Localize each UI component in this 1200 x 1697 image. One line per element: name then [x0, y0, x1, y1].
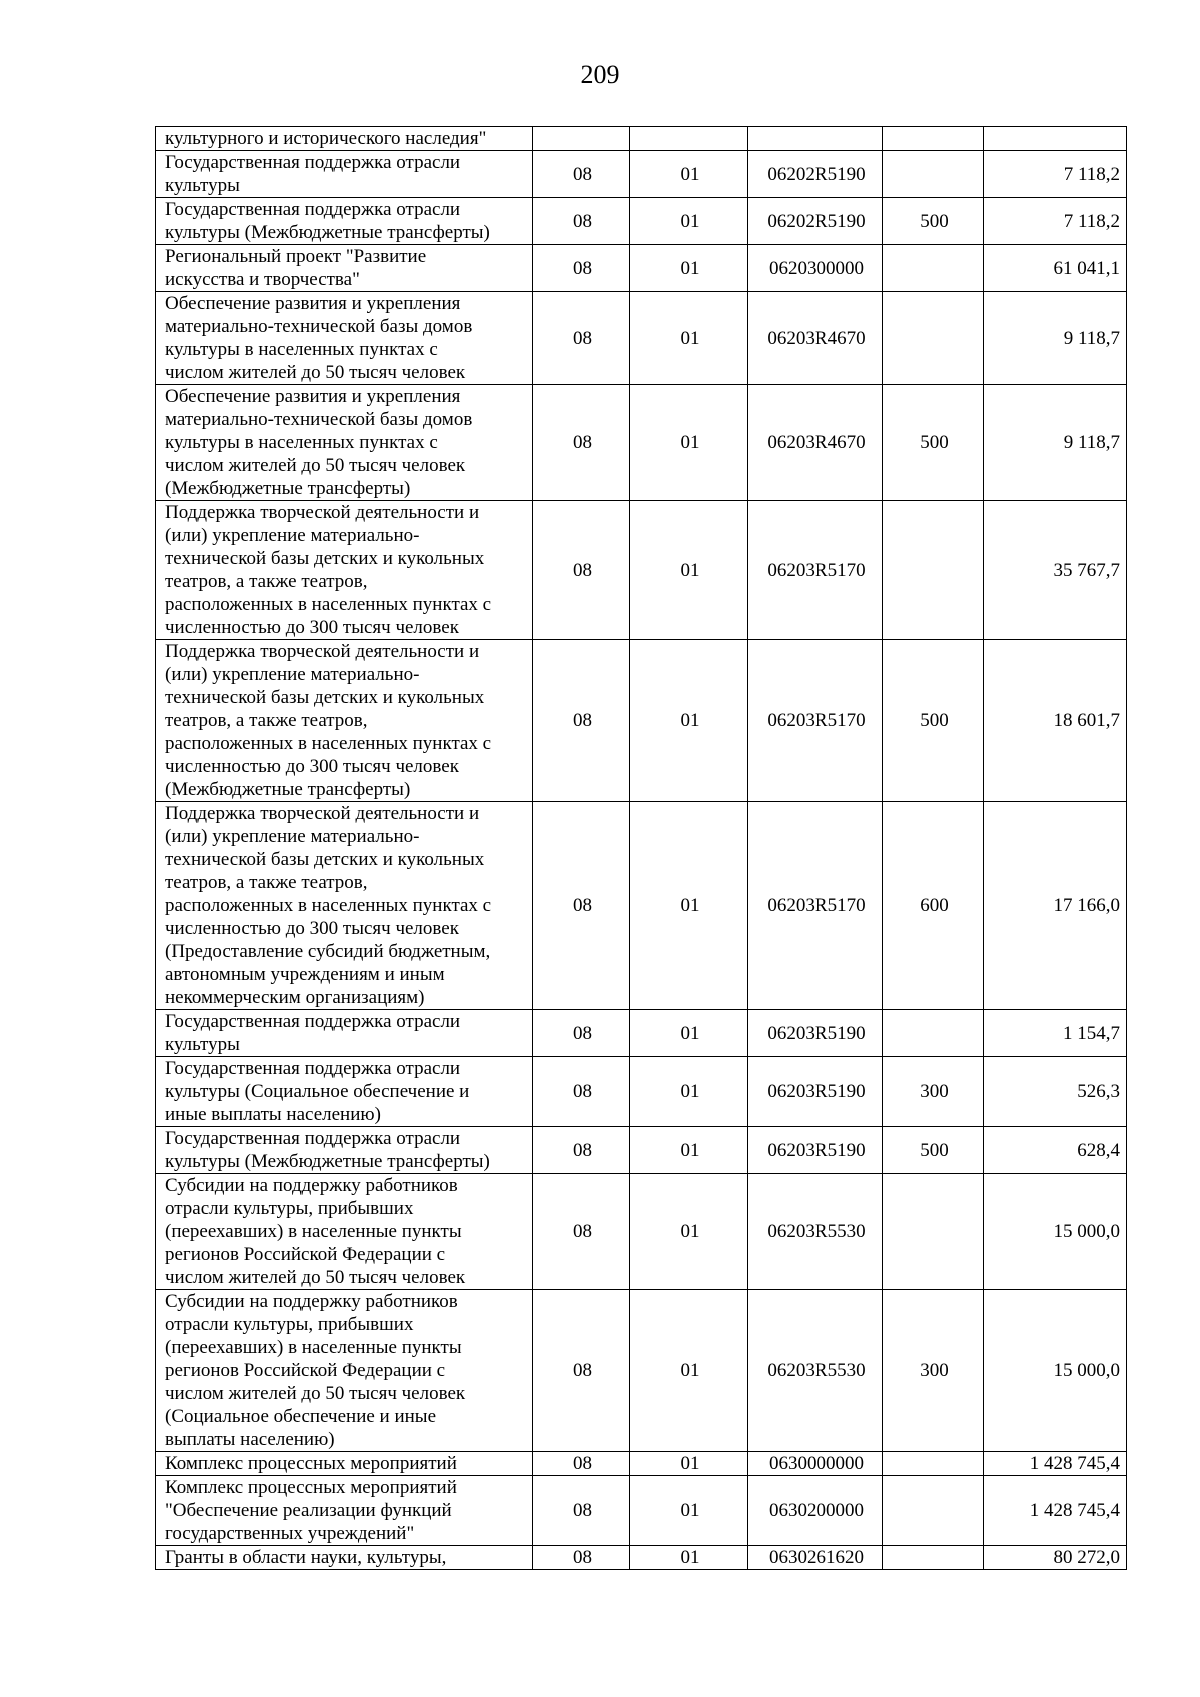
cell-amount: 9 118,7: [984, 385, 1127, 501]
cell-name: Поддержка творческой деятельности и (или) укрепление материально- технической базы детских и кукольных театров, а также театров, расположенных в населенных пунктах с численностью до 300 тысяч человек: [156, 501, 533, 640]
table-row: [156, 640, 1127, 802]
table-row: [156, 1057, 1127, 1127]
cell-target-article: 06203R4670: [748, 385, 883, 501]
cell-target-article: 0630261620: [748, 1546, 883, 1570]
cell-expense-type: [883, 1010, 984, 1057]
cell-name: Субсидии на поддержку работников отрасли культуры, прибывших (переехавших) в населенные пункты регионов Российской Федерации с числом жителей до 50 тысяч человек: [156, 1174, 533, 1290]
table-row: [156, 1476, 1127, 1546]
cell-subsection: 01: [630, 501, 748, 640]
cell-amount: 15 000,0: [984, 1174, 1127, 1290]
cell-name: Комплекс процессных мероприятий "Обеспечение реализации функций государственных учреждений": [156, 1476, 533, 1546]
table-row: [156, 127, 1127, 151]
cell-name: культурного и исторического наследия": [156, 127, 533, 151]
cell-target-article: 06203R5530: [748, 1174, 883, 1290]
cell-section: 08: [533, 501, 630, 640]
cell-expense-type: [883, 151, 984, 198]
cell-name: Поддержка творческой деятельности и (или) укрепление материально- технической базы детских и кукольных театров, а также театров, расположенных в населенных пунктах с численностью до 300 тысяч человек (Предоставление субсидий бюджетным, автономным учреждениям и иным некоммерческим организациям): [156, 802, 533, 1010]
cell-subsection: 01: [630, 1452, 748, 1476]
table-row: [156, 1452, 1127, 1476]
table-row: [156, 802, 1127, 1010]
cell-name: Обеспечение развития и укрепления материально-технической базы домов культуры в населенных пунктах с числом жителей до 50 тысяч человек: [156, 292, 533, 385]
table-row: [156, 1546, 1127, 1570]
cell-target-article: 06203R5530: [748, 1290, 883, 1452]
table-row: [156, 501, 1127, 640]
cell-subsection: 01: [630, 1057, 748, 1127]
cell-subsection: 01: [630, 385, 748, 501]
cell-amount: 7 118,2: [984, 151, 1127, 198]
cell-name: Государственная поддержка отрасли культуры (Межбюджетные трансферты): [156, 198, 533, 245]
cell-section: 08: [533, 292, 630, 385]
cell-amount: 1 428 745,4: [984, 1476, 1127, 1546]
table-row: [156, 198, 1127, 245]
cell-section: 08: [533, 1057, 630, 1127]
cell-name: Субсидии на поддержку работников отрасли культуры, прибывших (переехавших) в населенные пункты регионов Российской Федерации с числом жителей до 50 тысяч человек (Социальное обеспечение и иные выплаты населению): [156, 1290, 533, 1452]
cell-expense-type: 500: [883, 385, 984, 501]
table-row: [156, 1174, 1127, 1290]
cell-subsection: 01: [630, 198, 748, 245]
cell-subsection: 01: [630, 1476, 748, 1546]
cell-expense-type: 300: [883, 1290, 984, 1452]
cell-target-article: 06203R5170: [748, 501, 883, 640]
cell-target-article: 06203R5190: [748, 1127, 883, 1174]
cell-name: Обеспечение развития и укрепления материально-технической базы домов культуры в населенных пунктах с числом жителей до 50 тысяч человек (Межбюджетные трансферты): [156, 385, 533, 501]
cell-section: [533, 127, 630, 151]
cell-expense-type: 300: [883, 1057, 984, 1127]
cell-name: Поддержка творческой деятельности и (или) укрепление материально- технической базы детских и кукольных театров, а также театров, расположенных в населенных пунктах с численностью до 300 тысяч человек (Межбюджетные трансферты): [156, 640, 533, 802]
cell-expense-type: [883, 1174, 984, 1290]
cell-section: 08: [533, 1452, 630, 1476]
cell-subsection: 01: [630, 245, 748, 292]
cell-name: Государственная поддержка отрасли культуры (Межбюджетные трансферты): [156, 1127, 533, 1174]
table-row: [156, 245, 1127, 292]
cell-target-article: 0620300000: [748, 245, 883, 292]
cell-subsection: 01: [630, 802, 748, 1010]
cell-subsection: 01: [630, 1290, 748, 1452]
cell-section: 08: [533, 385, 630, 501]
cell-section: 08: [533, 1546, 630, 1570]
cell-expense-type: [883, 245, 984, 292]
cell-expense-type: 500: [883, 1127, 984, 1174]
cell-expense-type: 500: [883, 640, 984, 802]
cell-section: 08: [533, 1174, 630, 1290]
cell-subsection: 01: [630, 292, 748, 385]
cell-section: 08: [533, 245, 630, 292]
cell-amount: 80 272,0: [984, 1546, 1127, 1570]
cell-amount: 7 118,2: [984, 198, 1127, 245]
table-row: [156, 385, 1127, 501]
cell-section: 08: [533, 198, 630, 245]
budget-table-body: [156, 127, 1127, 1570]
cell-amount: 1 154,7: [984, 1010, 1127, 1057]
cell-name: Государственная поддержка отрасли культуры: [156, 151, 533, 198]
cell-expense-type: 500: [883, 198, 984, 245]
cell-target-article: 06203R5170: [748, 640, 883, 802]
cell-section: 08: [533, 802, 630, 1010]
table-row: [156, 1290, 1127, 1452]
cell-amount: 526,3: [984, 1057, 1127, 1127]
cell-section: 08: [533, 151, 630, 198]
cell-subsection: 01: [630, 1546, 748, 1570]
cell-amount: 61 041,1: [984, 245, 1127, 292]
cell-section: 08: [533, 640, 630, 802]
cell-name: Государственная поддержка отрасли культуры: [156, 1010, 533, 1057]
cell-name: Региональный проект "Развитие искусства и творчества": [156, 245, 533, 292]
cell-section: 08: [533, 1290, 630, 1452]
cell-subsection: 01: [630, 1127, 748, 1174]
cell-section: 08: [533, 1010, 630, 1057]
table-row: [156, 1010, 1127, 1057]
cell-target-article: 06203R5190: [748, 1057, 883, 1127]
cell-target-article: [748, 127, 883, 151]
cell-amount: 15 000,0: [984, 1290, 1127, 1452]
cell-amount: 35 767,7: [984, 501, 1127, 640]
cell-expense-type: 600: [883, 802, 984, 1010]
cell-expense-type: [883, 1452, 984, 1476]
cell-target-article: 06203R5190: [748, 1010, 883, 1057]
cell-target-article: 06202R5190: [748, 198, 883, 245]
cell-amount: 9 118,7: [984, 292, 1127, 385]
cell-subsection: 01: [630, 151, 748, 198]
budget-table: [155, 126, 1127, 1570]
cell-target-article: 0630200000: [748, 1476, 883, 1546]
cell-expense-type: [883, 501, 984, 640]
cell-amount: 1 428 745,4: [984, 1452, 1127, 1476]
cell-subsection: 01: [630, 1010, 748, 1057]
cell-target-article: 06202R5190: [748, 151, 883, 198]
cell-amount: 628,4: [984, 1127, 1127, 1174]
page-number: 209: [580, 60, 620, 89]
cell-subsection: [630, 127, 748, 151]
cell-subsection: 01: [630, 640, 748, 802]
cell-target-article: 0630000000: [748, 1452, 883, 1476]
cell-expense-type: [883, 1546, 984, 1570]
cell-expense-type: [883, 127, 984, 151]
cell-section: 08: [533, 1127, 630, 1174]
cell-name: Государственная поддержка отрасли культуры (Социальное обеспечение и иные выплаты населению): [156, 1057, 533, 1127]
cell-name: Комплекс процессных мероприятий: [156, 1452, 533, 1476]
cell-expense-type: [883, 1476, 984, 1546]
cell-target-article: 06203R4670: [748, 292, 883, 385]
cell-section: 08: [533, 1476, 630, 1546]
table-row: [156, 151, 1127, 198]
table-row: [156, 292, 1127, 385]
cell-amount: 17 166,0: [984, 802, 1127, 1010]
cell-expense-type: [883, 292, 984, 385]
cell-name: Гранты в области науки, культуры,: [156, 1546, 533, 1570]
cell-amount: [984, 127, 1127, 151]
cell-amount: 18 601,7: [984, 640, 1127, 802]
cell-subsection: 01: [630, 1174, 748, 1290]
cell-target-article: 06203R5170: [748, 802, 883, 1010]
table-row: [156, 1127, 1127, 1174]
